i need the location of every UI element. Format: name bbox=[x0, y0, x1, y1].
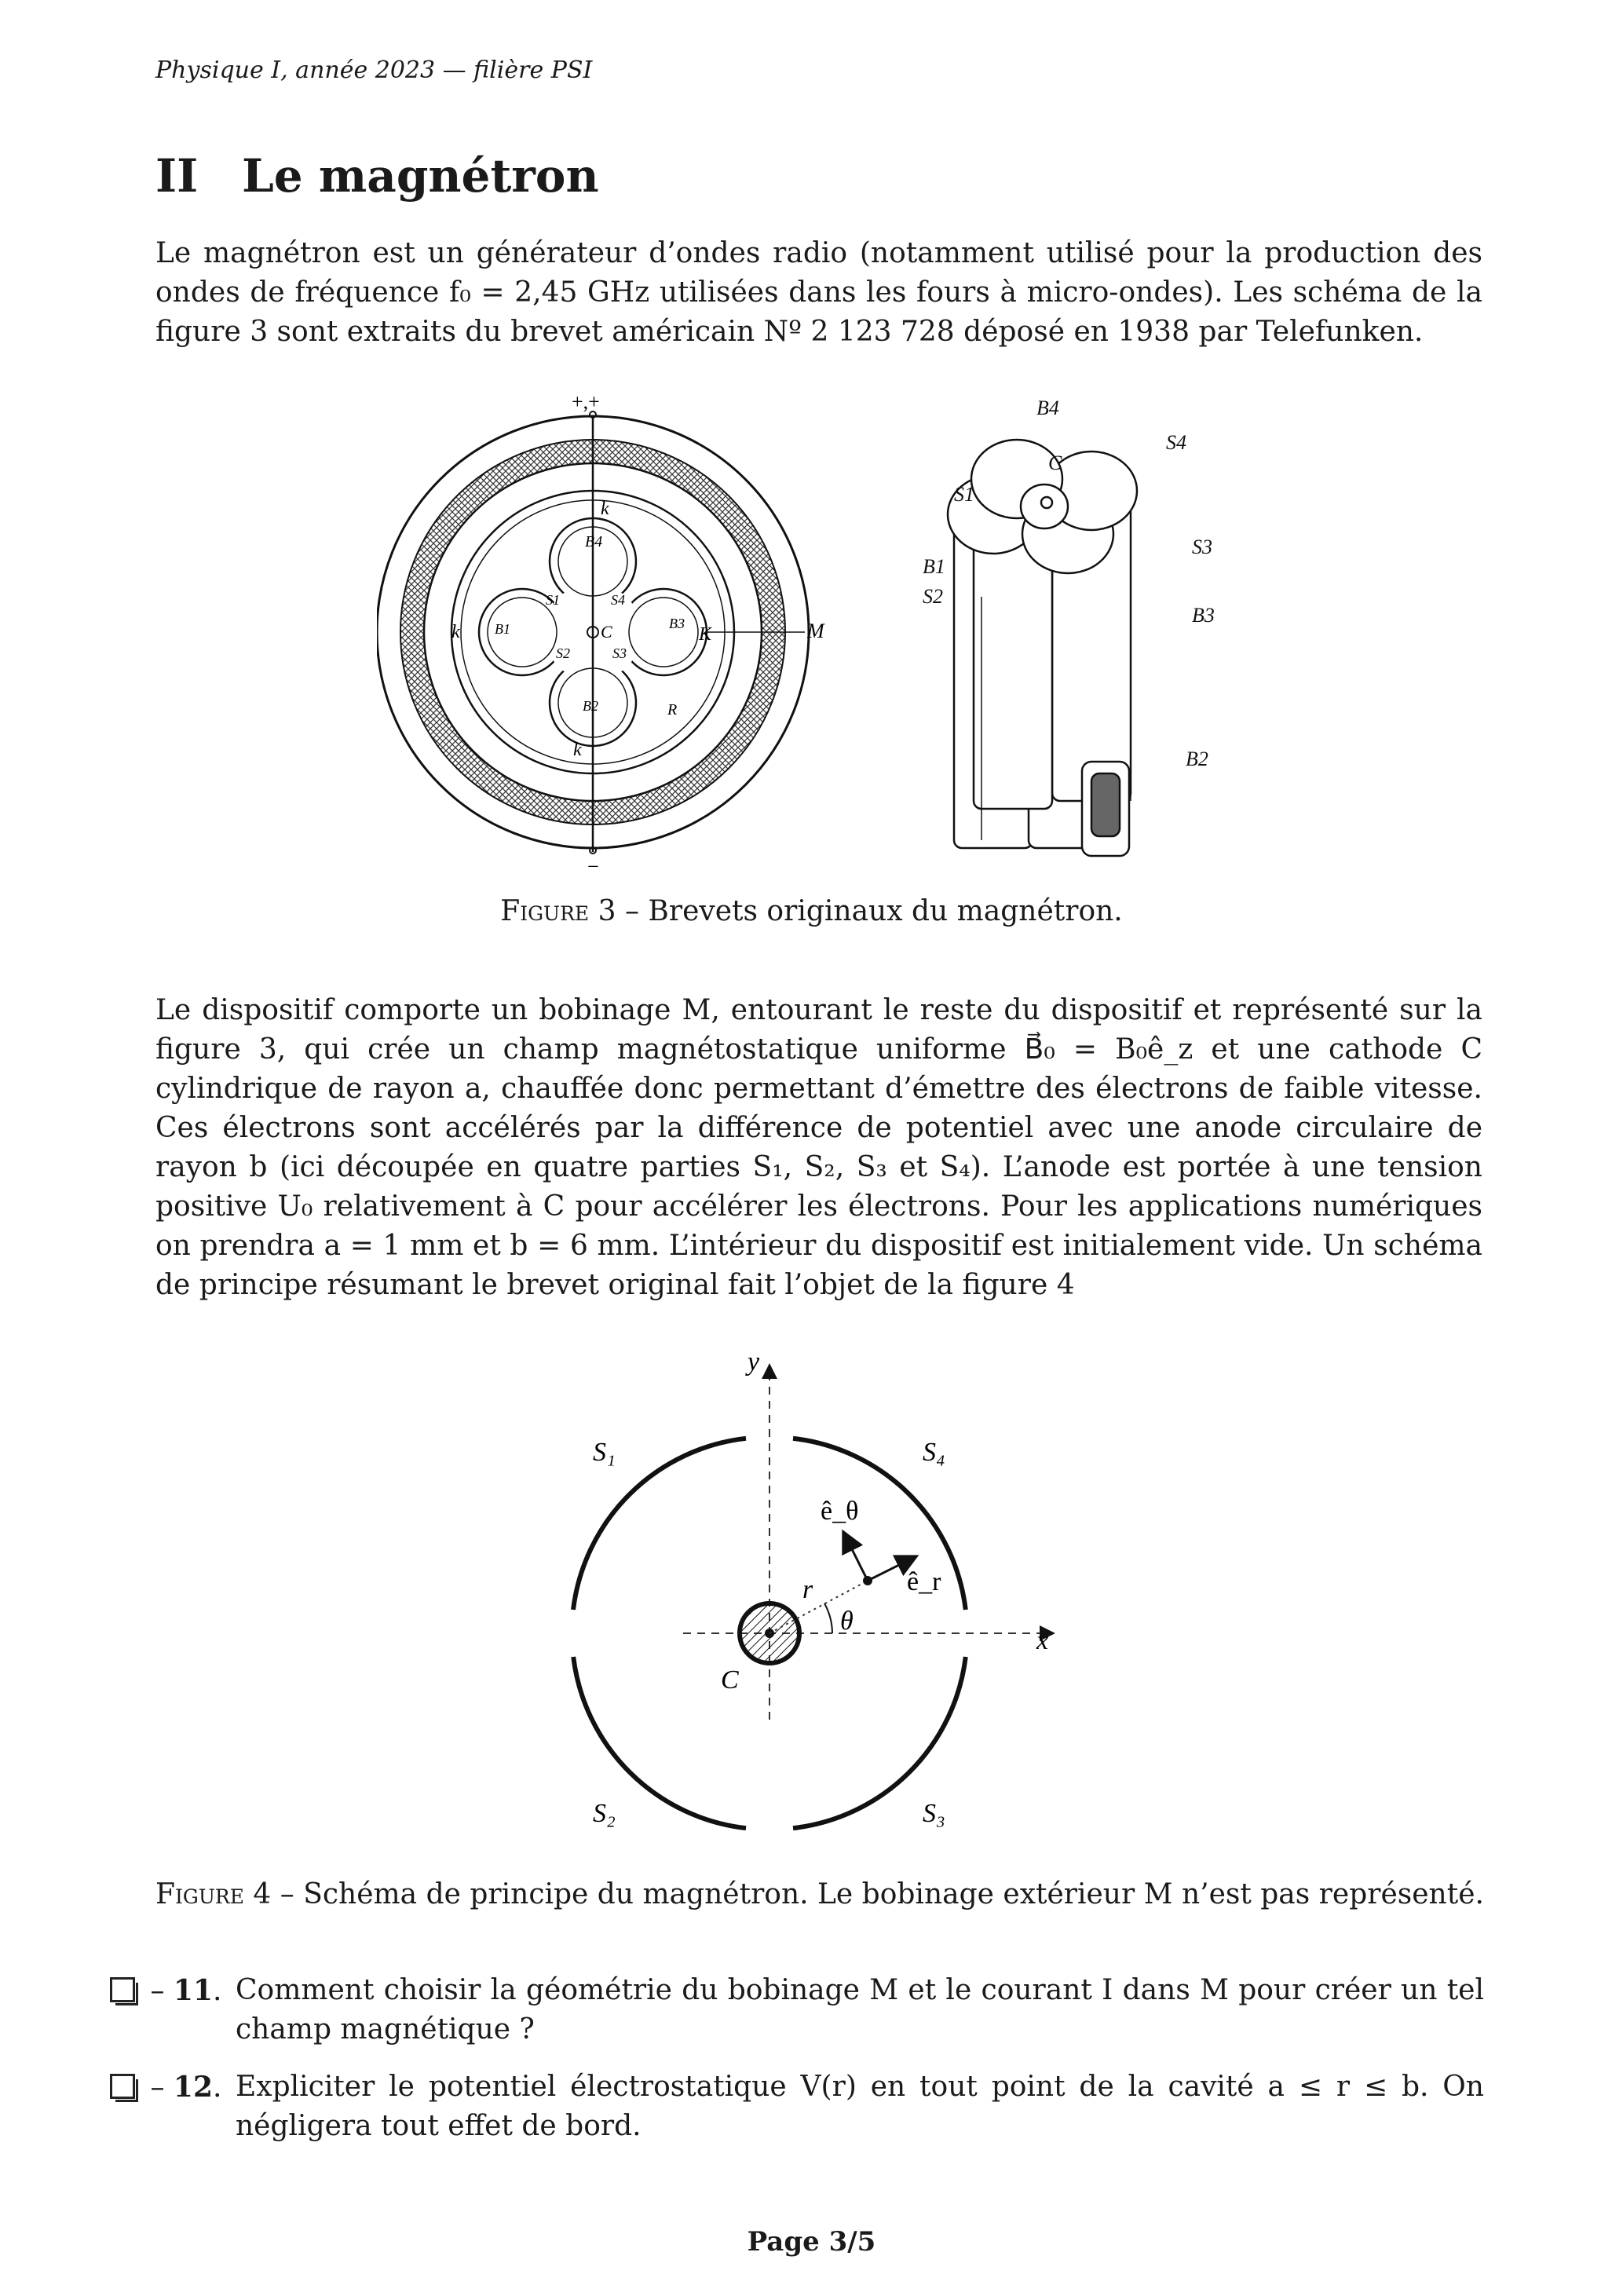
question-text: Comment choisir la géométrie du bobinage M et le courant I dans M pour créer un tel champ magnétique ? bbox=[236, 1974, 1484, 2046]
section-title bbox=[155, 149, 599, 203]
fig3r-label-b3: B3 bbox=[1192, 604, 1215, 627]
patent-cross-section bbox=[377, 393, 825, 878]
question-text: Expliciter le potentiel électrostatique V(r) en tout point de la cavité a ≤ r ≤ b. On négligera tout effet de bord. bbox=[236, 2071, 1484, 2142]
section-title-text: Le magnétron bbox=[242, 149, 599, 203]
fig3r-label-s2: S2 bbox=[923, 585, 943, 608]
figure-3-caption-text: – Brevets originaux du magnétron. bbox=[616, 895, 1123, 927]
fig4-label-e-theta: ê_θ bbox=[821, 1497, 859, 1526]
fig3-label-b4: B4 bbox=[585, 533, 603, 550]
fig3-label-b2: B2 bbox=[583, 698, 598, 714]
figure-4-caption-label: Figure 4 bbox=[155, 1878, 272, 1910]
fig4-label-e-r: ê_r bbox=[907, 1567, 941, 1596]
fig3-label-k-bottom: k bbox=[573, 740, 582, 760]
e-theta-vector bbox=[844, 1534, 868, 1581]
fig3-label-plus: +,+ bbox=[572, 393, 600, 413]
fig3-label-s3: S3 bbox=[612, 645, 627, 661]
question-12: – 12. Expliciter le potentiel électrostatique V(r) en tout point de la cavité a ≤ r ≤ b. On négligera tout effet de bord. bbox=[110, 2067, 1482, 2108]
figure-4-caption bbox=[155, 1878, 1484, 1910]
fig3-label-b1: B1 bbox=[495, 621, 510, 637]
fig3-label-k-left: k bbox=[451, 622, 460, 642]
figure-3 bbox=[377, 393, 1280, 879]
fig3-label-s1: S1 bbox=[546, 592, 560, 608]
fig3r-label-s4: S4 bbox=[1166, 431, 1186, 454]
section-number: II bbox=[155, 149, 199, 203]
fig3-label-s2: S2 bbox=[556, 645, 570, 661]
fig4-label-s2: S₂ bbox=[593, 1799, 616, 1828]
fig4-label-s1: S₁ bbox=[593, 1438, 616, 1467]
fig4-label-theta: θ bbox=[840, 1607, 854, 1636]
figure-4-caption-text: – Schéma de principe du magnétron. Le bobinage extérieur M n’est pas représenté. bbox=[271, 1878, 1484, 1910]
body-paragraph: Le dispositif comporte un bobinage M, entourant le reste du dispositif et représenté sur la figure 3, qui crée un champ magnétostatique uniforme B⃗₀ = B₀ê_z et une cathode C cylindrique de rayon a, chauffée donc permettant d’émettre des électrons de faible vitesse. Ces électrons sont accélérés par la différence de potentiel avec une anode circulaire de rayon b (ici découpée en quatre parties S₁, S₂, S₃ et S₄). L’anode est portée à une tension positive U₀ relativement à C pour accélérer les électrons. Pour les applications numériques on prendra a = 1 mm et b = 6 mm. L’intérieur du dispositif est initialement vide. Un schéma de principe résumant le brevet original fait l’objet de la figure 4 bbox=[155, 994, 1482, 1301]
checkbox-icon[interactable] bbox=[110, 2074, 135, 2099]
fig3r-label-s3: S3 bbox=[1192, 536, 1212, 558]
question-11: – 11. Comment choisir la géométrie du bobinage M et le courant I dans M pour créer un tel champ magnétique ? bbox=[110, 1971, 1482, 2011]
fig3-label-m: M bbox=[807, 620, 824, 642]
checkbox-icon[interactable] bbox=[110, 1977, 135, 2002]
patent-perspective bbox=[948, 440, 1137, 856]
fig3-label-k-top: k bbox=[601, 499, 609, 519]
fig3r-label-b4: B4 bbox=[1036, 397, 1059, 419]
fig3r-label-s1: S1 bbox=[954, 483, 974, 506]
intro-paragraph: Le magnétron est un générateur d’ondes radio (notamment utilisé pour la production des ondes de fréquence f₀ = 2,45 GHz utilisées dans les fours à micro-ondes). Les schéma de la figure 3 sont extraits du brevet américain Nº 2 123 728 déposé en 1938 par Telefunken. bbox=[155, 237, 1482, 348]
figure-3-caption bbox=[0, 895, 1623, 927]
fig4-label-x: x bbox=[1036, 1626, 1049, 1655]
figure-3-caption-label: Figure 3 bbox=[500, 895, 616, 927]
fig4-label-r: r bbox=[802, 1575, 813, 1604]
question-number: 11 bbox=[173, 1974, 213, 2007]
fig3-label-s4: S4 bbox=[611, 592, 625, 608]
fig3-label-b3: B3 bbox=[669, 616, 685, 631]
page-header: Physique I, année 2023 — filière PSI bbox=[155, 57, 593, 84]
figure-4 bbox=[550, 1343, 1099, 1845]
fig4-label-y: y bbox=[748, 1347, 760, 1377]
fig3-label-minus: − bbox=[587, 855, 599, 878]
fig3-label-c: C bbox=[601, 622, 612, 642]
fig3-label-r: R bbox=[667, 701, 678, 718]
fig3r-label-c: C bbox=[1048, 452, 1062, 474]
question-number: 12 bbox=[173, 2071, 213, 2104]
page-footer: Page 3/5 bbox=[747, 2226, 876, 2258]
fig4-label-s4: S₄ bbox=[923, 1438, 945, 1467]
fig3r-label-b2: B2 bbox=[1186, 748, 1208, 770]
fig3-label-K: K bbox=[699, 624, 712, 645]
fig4-label-s3: S₃ bbox=[923, 1799, 945, 1828]
fig4-label-c: C bbox=[721, 1665, 739, 1695]
fig3r-label-b1: B1 bbox=[923, 555, 945, 578]
